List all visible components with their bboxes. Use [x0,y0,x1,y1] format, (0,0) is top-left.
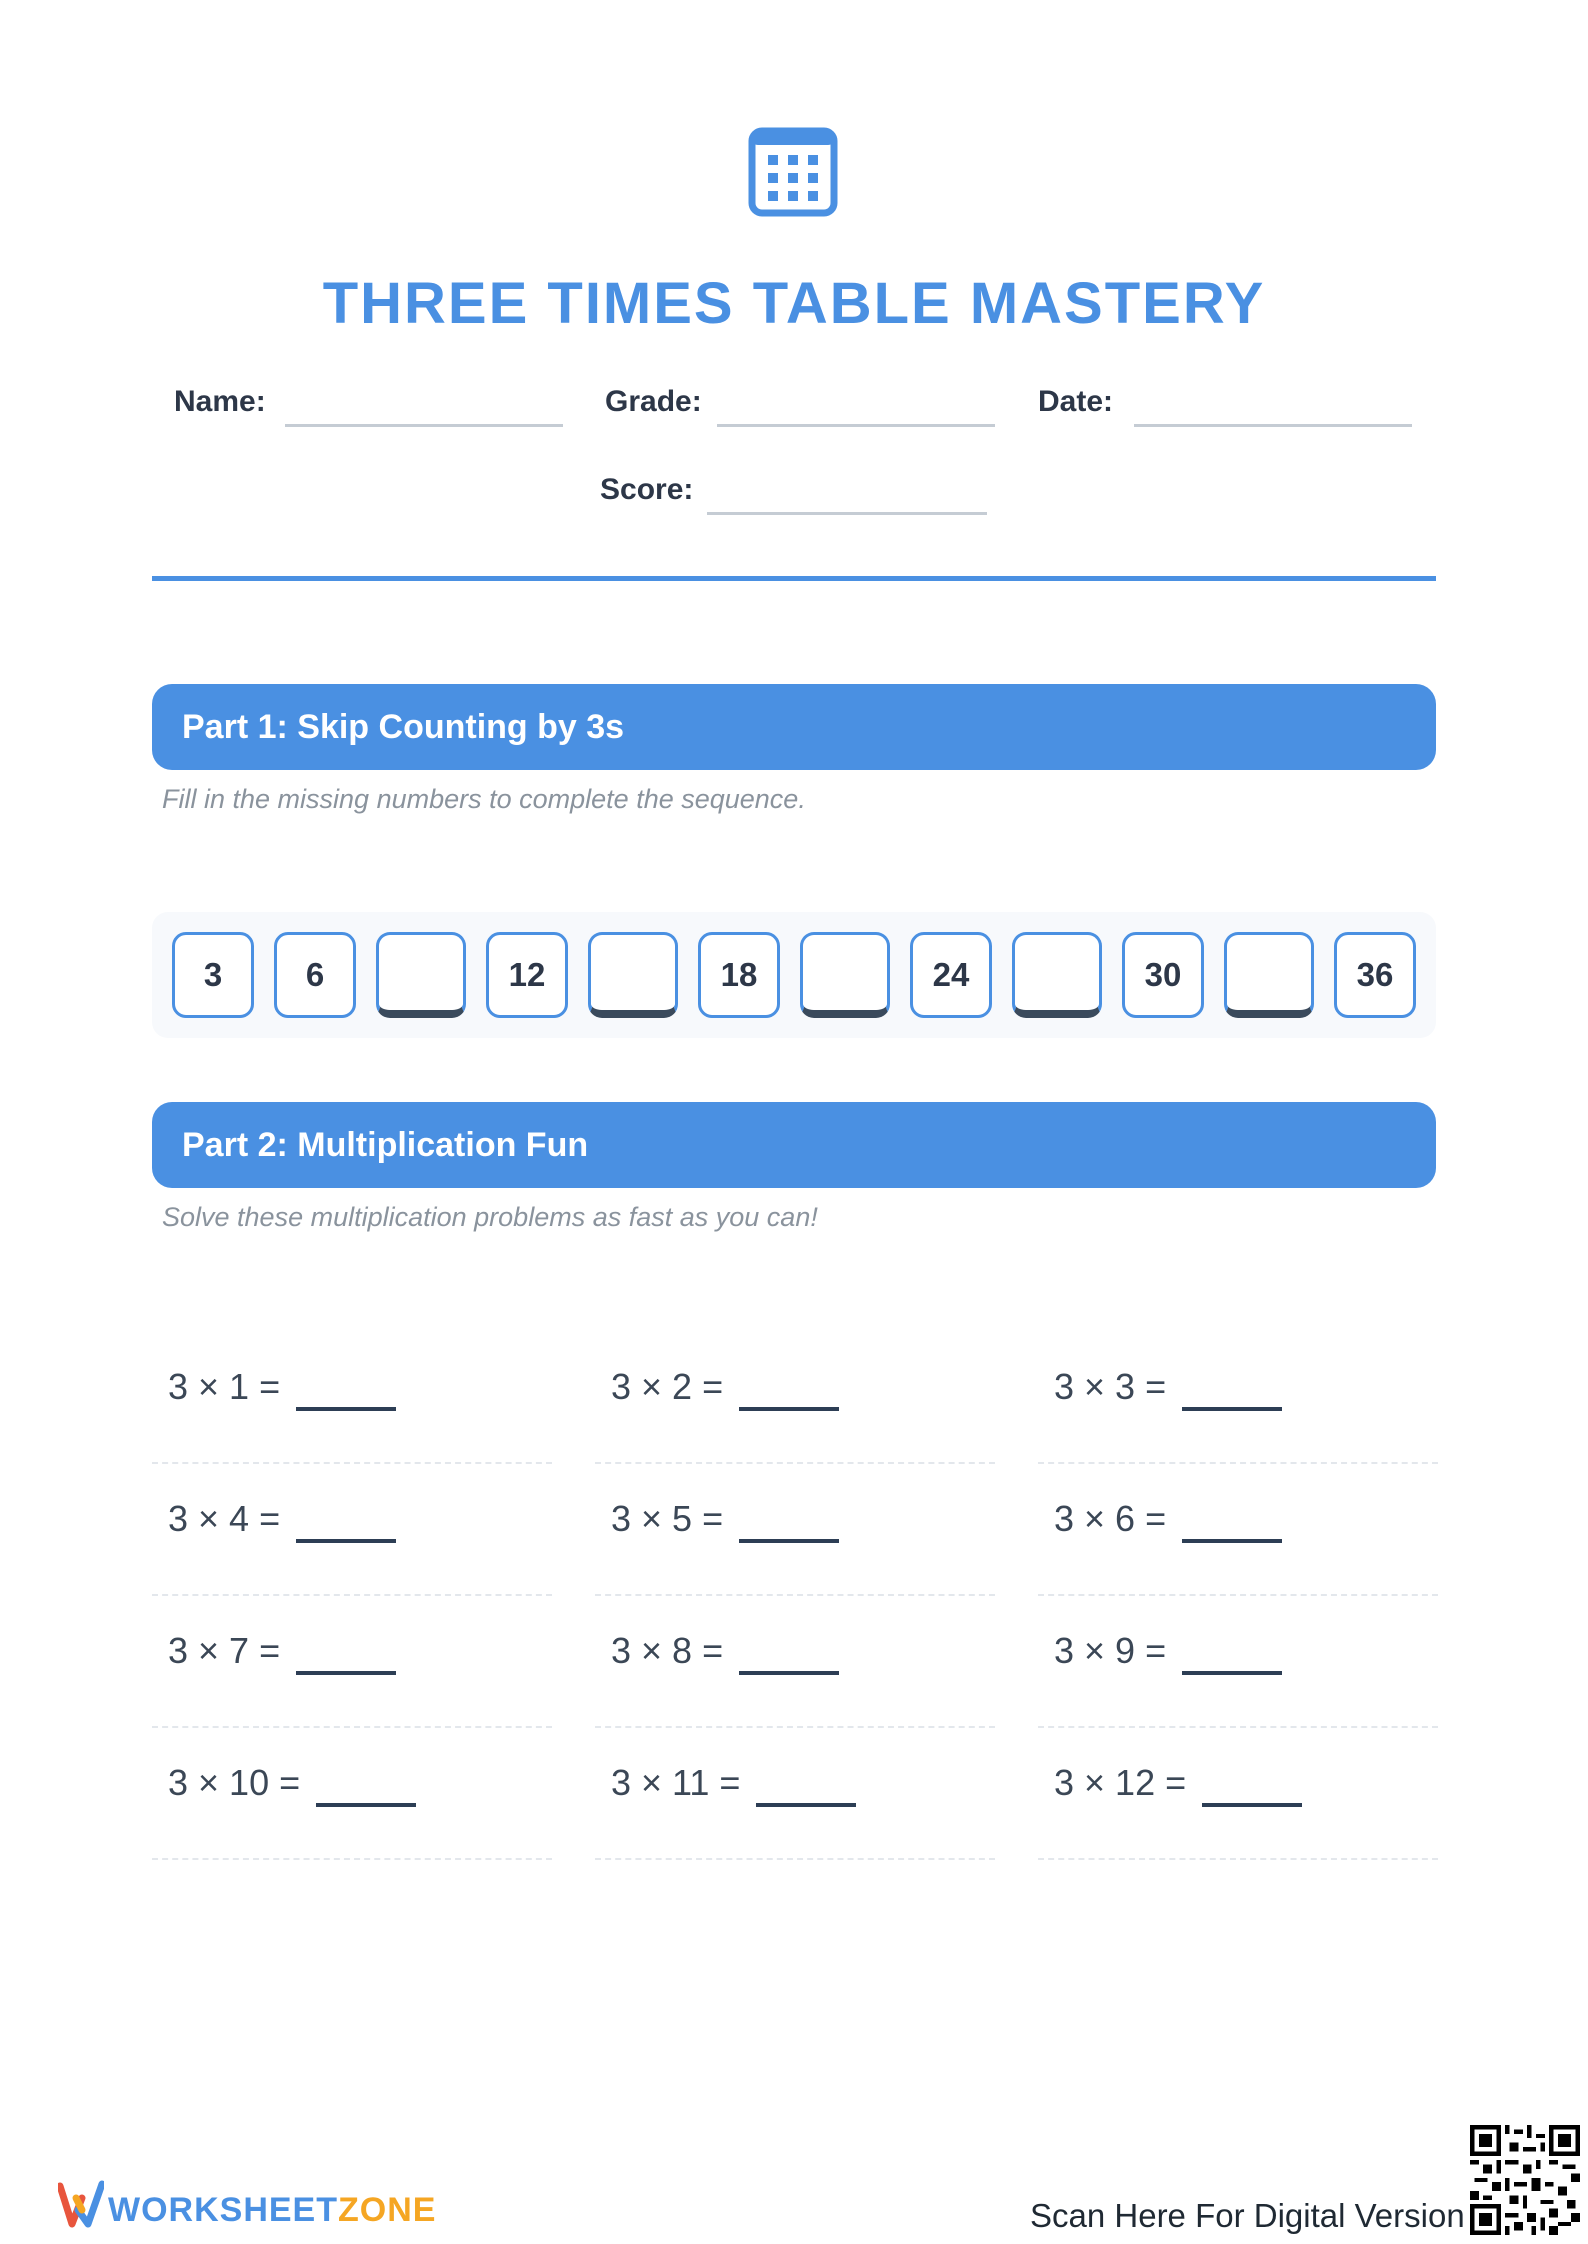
problem-item [595,1726,995,1860]
score-field[interactable] [707,512,987,515]
sequence-number-box: 36 [1334,932,1416,1018]
problem-equation: 3 × 4 = [168,1498,281,1539]
brand-name-part1: WORKSHEET [108,2191,338,2229]
problem-item [152,1726,552,1860]
problem-item [595,1594,995,1728]
sequence-answer-box[interactable] [588,932,678,1018]
problem-equation: 3 × 11 = [611,1762,741,1803]
answer-blank[interactable] [739,1539,839,1543]
sequence-number-box: 18 [698,932,780,1018]
sequence-panel [152,912,1436,1038]
part1-instructions: Fill in the missing numbers to complete the sequence. [162,784,806,814]
problem-equation: 3 × 9 = [1054,1630,1167,1671]
sequence-answer-box[interactable] [800,932,890,1018]
sequence-answer-box[interactable] [1012,932,1102,1018]
answer-blank[interactable] [296,1407,396,1411]
sequence-answer-box[interactable] [376,932,466,1018]
part2-heading: Part 2: Multiplication Fun [152,1102,1436,1188]
answer-blank[interactable] [739,1671,839,1675]
problem-text [1054,1366,1282,1411]
problem-equation: 3 × 10 = [168,1762,301,1803]
sequence-number-box: 30 [1122,932,1204,1018]
problem-text [611,1366,839,1411]
answer-blank[interactable] [1182,1407,1282,1411]
sequence-number-box: 6 [274,932,356,1018]
problem-equation: 3 × 2 = [611,1366,724,1407]
problem-text [168,1366,396,1411]
scan-instructions: Scan Here For Digital Version [1030,2197,1465,2234]
answer-blank[interactable] [739,1407,839,1411]
footer-brand [108,2191,436,2230]
header-divider [152,576,1436,581]
page-title: THREE TIMES TABLE MASTERY [322,271,1266,336]
answer-blank[interactable] [1182,1539,1282,1543]
problem-text [1054,1630,1282,1675]
answer-blank[interactable] [1182,1671,1282,1675]
grid-calendar-icon [748,127,838,217]
qr-code-icon[interactable] [1470,2125,1580,2235]
problem-item [152,1330,552,1464]
part2-instructions: Solve these multiplication problems as fast as you can! [162,1202,818,1232]
name-field[interactable] [285,424,563,427]
problem-equation: 3 × 7 = [168,1630,281,1671]
problem-text [168,1762,416,1807]
date-field[interactable] [1134,424,1412,427]
brand-name-part2: ZONE [338,2191,437,2229]
problem-item [595,1330,995,1464]
sequence-number-box: 24 [910,932,992,1018]
problem-text [1054,1762,1302,1807]
problem-item [1038,1594,1438,1728]
name-label: Name: [174,385,266,418]
problem-text [1054,1498,1282,1543]
answer-blank[interactable] [316,1803,416,1807]
date-label: Date: [1038,385,1114,418]
answer-blank[interactable] [296,1539,396,1543]
worksheetzone-logo-icon [58,2180,104,2230]
problem-text [611,1762,856,1807]
problem-item [1038,1726,1438,1860]
answer-blank[interactable] [756,1803,856,1807]
problem-item [152,1594,552,1728]
part1-heading: Part 1: Skip Counting by 3s [152,684,1436,770]
grade-label: Grade: [605,385,702,418]
sequence-number-box: 12 [486,932,568,1018]
grade-field[interactable] [717,424,995,427]
score-label: Score: [600,473,694,506]
problem-item [152,1462,552,1596]
problem-text [168,1630,396,1675]
problem-equation: 3 × 3 = [1054,1366,1167,1407]
problem-equation: 3 × 6 = [1054,1498,1167,1539]
problem-equation: 3 × 8 = [611,1630,724,1671]
answer-blank[interactable] [1202,1803,1302,1807]
problem-text [168,1498,396,1543]
problem-item [1038,1330,1438,1464]
problem-item [1038,1462,1438,1596]
problem-text [611,1498,839,1543]
sequence-answer-box[interactable] [1224,932,1314,1018]
sequence-number-box: 3 [172,932,254,1018]
problem-item [595,1462,995,1596]
problem-text [611,1630,839,1675]
problem-equation: 3 × 5 = [611,1498,724,1539]
answer-blank[interactable] [296,1671,396,1675]
problem-equation: 3 × 1 = [168,1366,281,1407]
problem-equation: 3 × 12 = [1054,1762,1187,1803]
